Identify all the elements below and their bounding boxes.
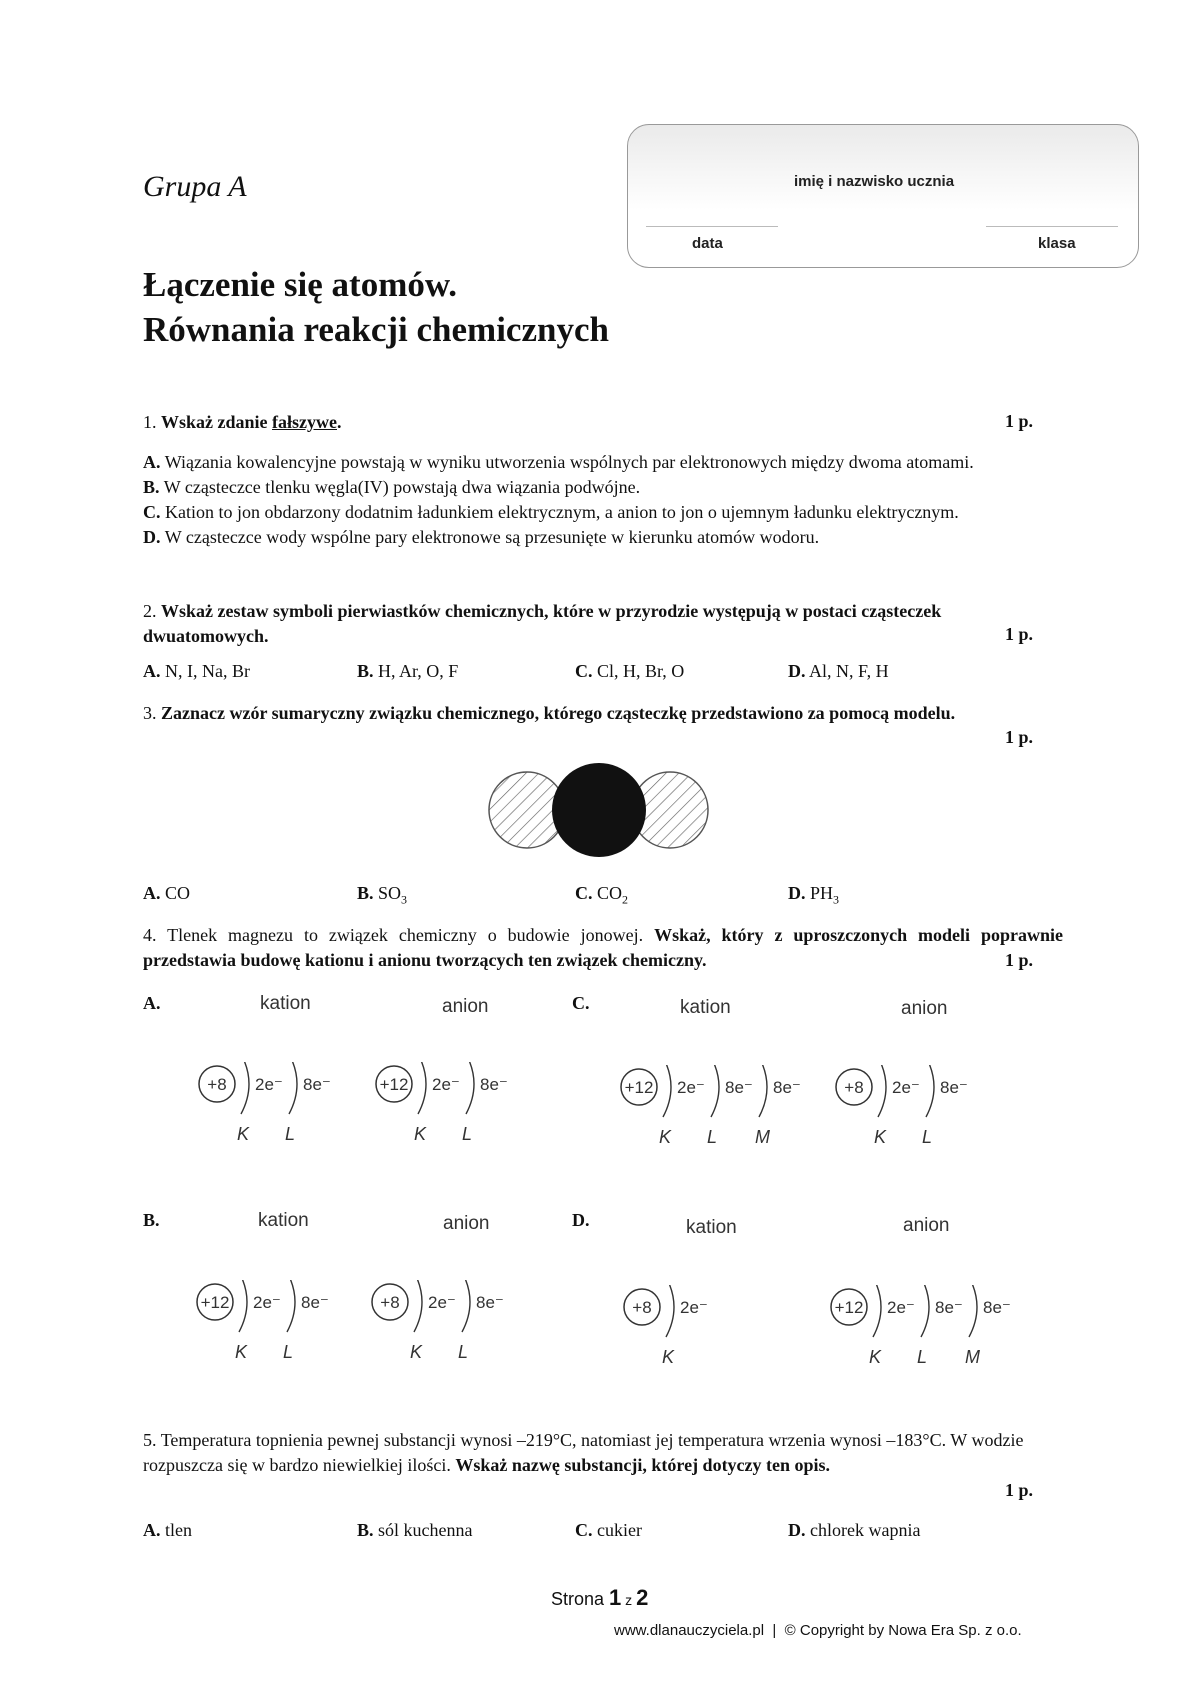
question-2-points: 1 p. [1005, 624, 1034, 644]
q4-letter-a[interactable] [143, 993, 161, 1014]
anion-label-c: anion [901, 998, 948, 1019]
electron-shell-arc [926, 1065, 934, 1117]
nucleus-charge: +12 [379, 1075, 409, 1094]
electron-shell-arc [289, 1062, 297, 1114]
option-letter: C. [575, 1520, 593, 1540]
shell-name: M [965, 1347, 980, 1367]
option-text: W cząsteczce tlenku węgla(IV) powstają dwa wiązania podwójne. [163, 477, 641, 497]
electron-shell-arc [466, 1062, 474, 1114]
option-text: Cl, H, Br, O [597, 661, 685, 681]
shell-electron-count: 2e⁻ [680, 1298, 708, 1317]
shell-name: L [458, 1342, 469, 1362]
title-line-1: Łączenie się atomów. [143, 265, 457, 304]
shell-electron-count: 2e⁻ [677, 1078, 705, 1097]
option-text: chlorek wapnia [810, 1520, 921, 1540]
shell-name: L [917, 1347, 928, 1367]
option-c[interactable] [143, 500, 1063, 525]
electron-shell-arc [287, 1280, 295, 1332]
student-info-box [627, 124, 1139, 268]
option-letter: B. [357, 883, 374, 903]
shell-electron-count: 2e⁻ [892, 1078, 920, 1097]
nucleus-charge: +8 [207, 1075, 227, 1094]
kation-label-d: kation [686, 1217, 737, 1238]
electron-shell-arc [759, 1065, 767, 1117]
q4-letter-d[interactable] [572, 1210, 590, 1231]
shell-electron-count: 8e⁻ [983, 1298, 1011, 1317]
prompt-bold-text: Wskaż, który z uproszczonych modeli poprawnie przedstawia budowę kationu i anionu tworzących ten związek chemiczny. [143, 925, 1063, 970]
nucleus-charge: +12 [834, 1298, 864, 1317]
model-c-kation [617, 1065, 832, 1175]
option-letter: A. [143, 1520, 161, 1540]
option-letter: A. [143, 883, 161, 903]
option-letter: B. [357, 1520, 374, 1540]
shell-electron-count: 8e⁻ [773, 1078, 801, 1097]
option-letter: A. [143, 993, 161, 1013]
electron-shell-arc [663, 1065, 671, 1117]
model-b-anion [368, 1280, 543, 1390]
shell-name: K [869, 1347, 882, 1367]
class-line [986, 226, 1118, 227]
option-letter: D. [788, 661, 806, 681]
shell-electron-count: 8e⁻ [301, 1293, 329, 1312]
q4-letter-b[interactable] [143, 1210, 160, 1231]
shell-electron-count: 8e⁻ [303, 1075, 331, 1094]
shell-electron-count: 8e⁻ [725, 1078, 753, 1097]
kation-label-a: kation [260, 993, 311, 1014]
model-a-kation [195, 1062, 370, 1172]
prompt-emphasis: fałszywe [272, 412, 337, 432]
option-text: Kation to jon obdarzony dodatnim ładunkiem elektrycznym, a anion to jon o ujemnym ładunku elektrycznym. [165, 502, 959, 522]
option-text: CO [165, 883, 191, 903]
prompt-bold-text: Wskaż nazwę substancji, której dotyczy ten opis. [455, 1455, 831, 1475]
nucleus-charge: +12 [200, 1293, 230, 1312]
option-letter: B. [143, 477, 160, 497]
model-b-kation [193, 1280, 368, 1390]
kation-label-b: kation [258, 1210, 309, 1231]
nucleus-charge: +8 [380, 1293, 400, 1312]
electron-shell-arc [711, 1065, 719, 1117]
question-number: 2. [143, 601, 161, 621]
question-3-prompt [143, 701, 1063, 726]
q3-option-d[interactable] [788, 883, 839, 908]
option-letter: A. [143, 661, 161, 681]
electron-shell-arc [878, 1065, 886, 1117]
q3-option-b[interactable] [357, 883, 407, 908]
electron-shell-arc [666, 1285, 674, 1337]
nucleus-charge: +8 [632, 1298, 652, 1317]
electron-shell-arc [414, 1280, 422, 1332]
group-label: Grupa A [143, 170, 247, 203]
model-c-anion [832, 1065, 1007, 1175]
question-number: 4. [143, 925, 168, 945]
shell-name: K [410, 1342, 423, 1362]
shell-name: K [237, 1124, 250, 1144]
question-number: 3. [143, 703, 161, 723]
option-letter: D. [788, 883, 806, 903]
prompt-text: Tlenek magnezu to związek chemiczny o budowie jonowej. [167, 925, 655, 945]
q3-option-a[interactable] [143, 883, 190, 908]
electron-shell-arc [239, 1280, 247, 1332]
q2-option-d[interactable] [788, 661, 889, 682]
option-text: SO [378, 883, 402, 903]
nucleus-charge: +12 [624, 1078, 654, 1097]
shell-name: K [414, 1124, 427, 1144]
shell-name: L [922, 1127, 933, 1147]
option-text: cukier [597, 1520, 642, 1540]
q2-option-a[interactable] [143, 661, 250, 682]
date-line [646, 226, 778, 227]
q2-option-c[interactable] [575, 661, 684, 682]
q5-option-b[interactable] [357, 1520, 473, 1541]
student-name-label: imię i nazwisko ucznia [794, 173, 955, 190]
question-number: 1. [143, 412, 161, 432]
copyright-notice: www.dlanauczyciela.pl | © Copyright by Nowa Era Sp. z o.o. [614, 1622, 1022, 1639]
shell-electron-count: 8e⁻ [480, 1075, 508, 1094]
option-text: N, I, Na, Br [165, 661, 250, 681]
question-5-prompt [143, 1428, 1063, 1478]
shell-name: K [662, 1347, 675, 1367]
shell-name: L [285, 1124, 296, 1144]
option-b[interactable] [143, 475, 1063, 500]
model-a-anion [372, 1062, 547, 1172]
molecule-model [480, 755, 730, 865]
option-text: tlen [165, 1520, 192, 1540]
shell-electron-count: 2e⁻ [255, 1075, 283, 1094]
option-text: Wiązania kowalencyjne powstają w wyniku utworzenia wspólnych par elektronowych między dwoma atomami. [164, 452, 974, 472]
anion-label-d: anion [903, 1215, 950, 1236]
question-number: 5. [143, 1430, 161, 1450]
q5-option-d[interactable] [788, 1520, 920, 1541]
option-a[interactable] [143, 450, 1063, 475]
shell-electron-count: 8e⁻ [935, 1298, 963, 1317]
current-page: 1 [609, 1585, 622, 1610]
q2-option-b[interactable] [357, 661, 458, 682]
anion-label-b: anion [443, 1213, 490, 1234]
option-text: Al, N, F, H [809, 661, 889, 681]
shell-electron-count: 2e⁻ [887, 1298, 915, 1317]
prompt-text: Temperatura topnienia pewnej substancji wynosi –219°C, natomiast jej temperatura wrzenia wynosi –183°C. W wodzie rozpuszcza się w bardzo niewielkiej ilości. [143, 1430, 1024, 1475]
question-3-points: 1 p. [1005, 727, 1034, 747]
page-separator: z [621, 1592, 637, 1608]
option-letter: D. [143, 527, 161, 547]
question-5-points: 1 p. [1005, 1480, 1034, 1500]
shell-electron-count: 8e⁻ [940, 1078, 968, 1097]
option-letter: D. [572, 1210, 590, 1230]
shell-name: L [462, 1124, 473, 1144]
model-d-kation [620, 1285, 740, 1395]
shell-name: M [755, 1127, 770, 1147]
option-letter: B. [143, 1210, 160, 1230]
electron-shell-arc [418, 1062, 426, 1114]
question-4-prompt [143, 923, 1063, 973]
option-letter: A. [143, 452, 161, 472]
option-subscript: 2 [622, 892, 629, 907]
option-text: sól kuchenna [378, 1520, 473, 1540]
electron-shell-arc [241, 1062, 249, 1114]
title-line-2: Równania reakcji chemicznych [143, 310, 609, 349]
option-letter: C. [143, 502, 161, 522]
shell-name: L [283, 1342, 294, 1362]
total-pages: 2 [636, 1585, 649, 1610]
nucleus-charge: +8 [844, 1078, 864, 1097]
shell-electron-count: 2e⁻ [432, 1075, 460, 1094]
option-letter: C. [575, 661, 593, 681]
question-1-options [143, 450, 1063, 550]
date-label: data [692, 235, 723, 252]
shell-name: L [707, 1127, 718, 1147]
q5-option-a[interactable] [143, 1520, 192, 1541]
page-number [551, 1585, 648, 1611]
black-central-atom [552, 763, 646, 857]
question-2-prompt [143, 599, 1063, 649]
shell-electron-count: 2e⁻ [428, 1293, 456, 1312]
option-text: H, Ar, O, F [378, 661, 459, 681]
shell-name: K [874, 1127, 887, 1147]
shell-name: K [235, 1342, 248, 1362]
prompt-end: . [337, 412, 342, 432]
shell-name: K [659, 1127, 672, 1147]
option-letter: C. [572, 993, 590, 1013]
q4-letter-c[interactable] [572, 993, 590, 1014]
option-text: W cząsteczce wody wspólne pary elektronowe są przesunięte w kierunku atomów wodoru. [164, 527, 820, 547]
option-subscript: 3 [833, 892, 840, 907]
q5-option-c[interactable] [575, 1520, 642, 1541]
electron-shell-arc [921, 1285, 929, 1337]
prompt-text: Wskaż zestaw symboli pierwiastków chemicznych, które w przyrodzie występują w postaci cząsteczek dwuatomowych. [143, 601, 942, 646]
shell-electron-count: 8e⁻ [476, 1293, 504, 1312]
option-d[interactable] [143, 525, 1063, 550]
option-letter: D. [788, 1520, 806, 1540]
q3-option-c[interactable] [575, 883, 628, 908]
page-prefix: Strona [551, 1589, 610, 1609]
option-text: PH [810, 883, 834, 903]
option-letter: B. [357, 661, 374, 681]
anion-label-a: anion [442, 996, 489, 1017]
page-title [143, 262, 609, 352]
option-text: CO [597, 883, 623, 903]
model-d-anion [827, 1285, 1042, 1395]
option-letter: C. [575, 883, 593, 903]
prompt-text: Zaznacz wzór sumaryczny związku chemicznego, którego cząsteczkę przedstawiono za pomocą modelu. [161, 703, 956, 723]
question-4-points: 1 p. [1005, 950, 1034, 970]
prompt-text: Wskaż zdanie [161, 412, 273, 432]
option-subscript: 3 [401, 892, 408, 907]
electron-shell-arc [462, 1280, 470, 1332]
class-label: klasa [1038, 235, 1076, 252]
question-1-points: 1 p. [1005, 411, 1034, 431]
shell-electron-count: 2e⁻ [253, 1293, 281, 1312]
electron-shell-arc [969, 1285, 977, 1337]
kation-label-c: kation [680, 997, 731, 1018]
question-1-prompt [143, 410, 1063, 435]
electron-shell-arc [873, 1285, 881, 1337]
